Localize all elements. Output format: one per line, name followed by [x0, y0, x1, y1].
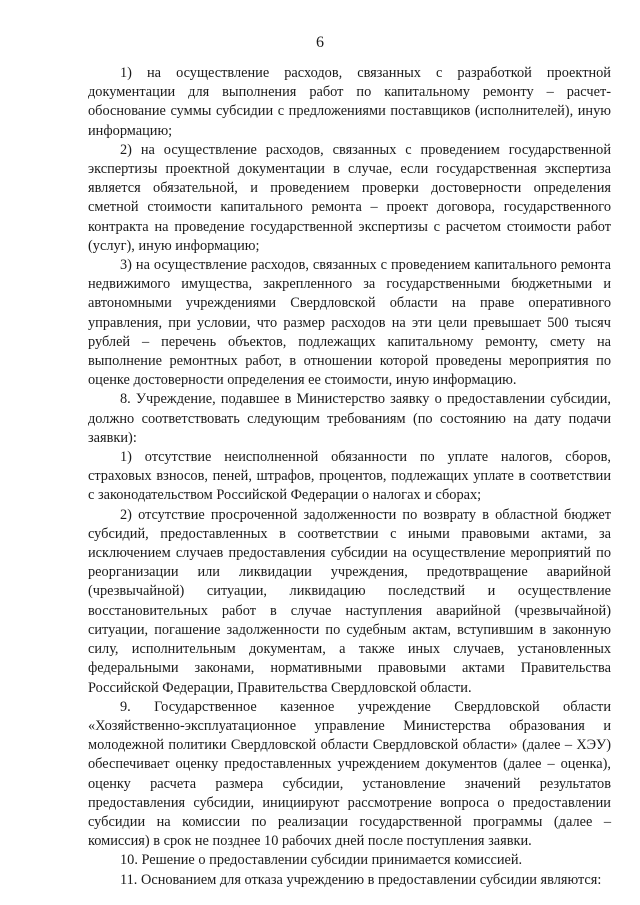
paragraph-subpoint-3-capital-repair: 3) на осуществление расходов, связанных с проведением капитального ремонта недвижимого имущества, закрепленного за государственными бюджетными и автономными учреждениями Свердловской области на праве оперативного управления, при условии, что размер расходов на эти цели превышает 500 тысяч рублей – перечень объектов, подлежащих капитальному ремонту, смету на выполнение ремонтных работ, в отношении которой проведены мероприятия по оценке достоверности определения ее стоимости, иную информацию.: [88, 257, 611, 389]
paragraph-clause-8-requirements: 8. Учреждение, подавшее в Министерство заявку о предоставлении субсидии, должно соответствовать следующим требованиям (по состоянию на дату подачи заявки):: [88, 391, 611, 446]
page-number: 6: [316, 34, 324, 51]
paragraph-clause-10-decision: 10. Решение о предоставлении субсидии принимается комиссией.: [120, 852, 523, 869]
paragraph-subpoint-1-design-docs: 1) на осуществление расходов, связанных с разработкой проектной документации для выполнения работ по капитальному ремонту – расчет-обоснование суммы субсидии с предложениями поставщиков (исполнителей), иную информацию;: [88, 65, 611, 139]
paragraph-clause-11-refusal-grounds: 11. Основанием для отказа учреждению в предоставлении субсидии являются:: [120, 871, 602, 888]
paragraph-requirement-1-taxes: 1) отсутствие неисполненной обязанности по уплате налогов, сборов, страховых взносов, пеней, штрафов, процентов, подлежащих уплате в соответствии с законодательством Российской Федерации о налогах и сборах;: [88, 449, 611, 504]
paragraph-requirement-2-debt: 2) отсутствие просроченной задолженности по возврату в областной бюджет субсидий, предоставленных в соответствии с иными правовыми актами, за исключением случаев предоставления субсидии на осуществление мероприятий по реорганизации или ликвидации учреждения, предотвращение аварийной (чрезвычайной) ситуации, ликвидацию последствий и осуществление восстановительных работ в случае наступления аварийной (чрезвычайной) ситуации, погашение задолженности по судебным актам, вступившим в законную силу, исполнительным документам, а также иных случаев, установленных федеральными законами, нормативными правовыми актами Правительства Российской Федерации, Правительства Свердловской области.: [88, 506, 611, 696]
paragraph-subpoint-2-expertise: 2) на осуществление расходов, связанных с проведением государственной экспертизы проектной документации в случае, если государственная экспертиза является обязательной, и проведением проверки достоверности определения сметной стоимости капитального ремонта – проект договора, государственного контракта на проведение государственной экспертизы с расчетом стоимости работ (услуг), иную информацию;: [88, 141, 611, 254]
paragraph-clause-9-heu-evaluation: 9. Государственное казенное учреждение Свердловской области «Хозяйственно-эксплуатационное управление Министерства образования и молодежной политики Свердловской области Свердловской области» (далее – ХЭУ) обеспечивает оценку предоставленных учреждением документов (далее – оценка), оценку расчета размера субсидии, установление значений результатов предоставления субсидии, инициируют рассмотрение вопроса о предоставлении субсидии на комиссии по реализации государственной программы (далее – комиссия) в срок не позднее 10 рабочих дней после поступления заявки.: [88, 698, 611, 850]
document-body: [88, 64, 611, 890]
